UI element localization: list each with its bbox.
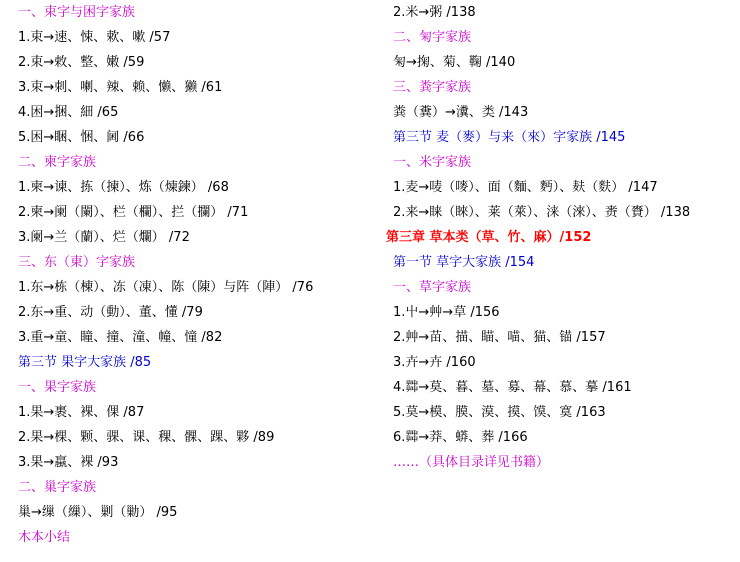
toc-heading: 三、东（東）字家族 xyxy=(18,255,136,270)
toc-entry: 3.阑→兰（蘭）、烂（爛） /72 xyxy=(18,230,190,245)
toc-entry: 3.束→刺、喇、辣、赖、懒、獭 /61 xyxy=(18,80,223,95)
toc-entry: 5.困→睏、悃、阃 /66 xyxy=(18,130,145,145)
toc-entry: 巢→缫（繅）、剿（勦） /95 xyxy=(18,505,178,520)
toc-chapter-title[interactable]: 第三章 草本类（草、竹、麻）/152 xyxy=(386,230,592,245)
toc-entry: 2.束→敕、整、嫩 /59 xyxy=(18,55,145,70)
toc-left-column xyxy=(18,0,388,550)
toc-entry: 匊→掬、菊、鞠 /140 xyxy=(393,55,516,70)
toc-entry: 2.柬→阑（闌）、栏（欄）、拦（攔） /71 xyxy=(18,205,249,220)
toc-entry: 4.困→捆、細 /65 xyxy=(18,105,119,120)
toc-entry: 3.果→蠃、裸 /93 xyxy=(18,455,119,470)
toc-heading: 三、粪字家族 xyxy=(393,80,472,95)
toc-heading: 一、果字家族 xyxy=(18,380,97,395)
toc-entry: 2.果→棵、颗、骒、课、稞、髁、踝、夥 /89 xyxy=(18,430,275,445)
toc-entry: 1.麦→唛（嘜）、面（麵、麪）、麸（麩） /147 xyxy=(393,180,658,195)
toc-more-note: ……（具体目录详见书籍） xyxy=(393,455,550,470)
toc-entry: 1.屮→艸→草 /156 xyxy=(393,305,500,320)
toc-entry: 4.茻→莫、暮、墓、募、幕、慕、摹 /161 xyxy=(393,380,632,395)
toc-entry: 2.艸→苗、描、瞄、喵、猫、锚 /157 xyxy=(393,330,606,345)
toc-heading: 二、匊字家族 xyxy=(393,30,472,45)
toc-right-column xyxy=(386,0,740,475)
toc-entry: 3.重→童、瞳、撞、潼、幢、憧 /82 xyxy=(18,330,223,345)
toc-heading: 一、米字家族 xyxy=(393,155,472,170)
toc-entry: 6.茻→莽、蟒、葬 /166 xyxy=(393,430,528,445)
toc-entry: 5.莫→模、膜、漠、摸、馍、寞 /163 xyxy=(393,405,606,420)
toc-section-link[interactable]: 第三节 果字大家族 /85 xyxy=(18,355,152,370)
toc-section-link[interactable]: 第三节 麦（麥）与来（來）字家族 /145 xyxy=(393,130,626,145)
toc-entry: 2.米→粥 /138 xyxy=(393,5,476,20)
toc-heading: 木本小结 xyxy=(18,530,71,545)
toc-entry: 粪（糞）→瀵、类 /143 xyxy=(393,105,529,120)
toc-heading: 一、束字与困字家族 xyxy=(18,5,136,20)
toc-heading: 二、柬字家族 xyxy=(18,155,97,170)
toc-entry: 1.束→速、悚、欶、嗽 /57 xyxy=(18,30,171,45)
toc-entry: 2.来→睐（睞）、莱（萊）、涞（淶）、赉（賚） /138 xyxy=(393,205,691,220)
toc-heading: 二、巢字家族 xyxy=(18,480,97,495)
toc-entry: 2.东→重、动（動）、董、懂 /79 xyxy=(18,305,203,320)
toc-entry: 1.果→裹、裸、倮 /87 xyxy=(18,405,145,420)
toc-entry: 3.卉→卉 /160 xyxy=(393,355,476,370)
toc-heading: 一、草字家族 xyxy=(393,280,472,295)
toc-entry: 1.东→栋（棟）、冻（凍）、陈（陳）与阵（陣） /76 xyxy=(18,280,314,295)
toc-entry: 1.柬→谏、拣（揀）、炼（煉鍊） /68 xyxy=(18,180,229,195)
toc-section-link[interactable]: 第一节 草字大家族 /154 xyxy=(393,255,535,270)
